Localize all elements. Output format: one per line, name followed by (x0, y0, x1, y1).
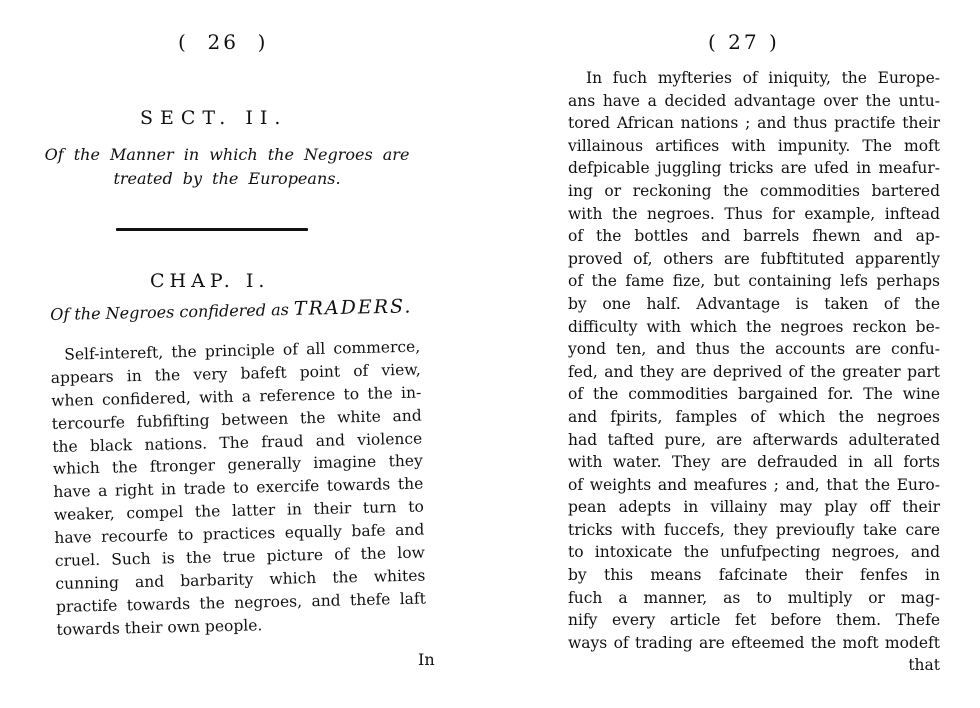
text-line: yond ten, and thus the accounts are confu- (568, 340, 940, 359)
text-line: and fpirits, famples of which the negroes (568, 407, 940, 426)
text-line: appears in the very bafeft point of view, (50, 360, 421, 387)
right-body-text (568, 67, 940, 677)
text-line: fuch a manner, as to multiply or mag- (568, 588, 940, 607)
text-line: practife towards the negroes, and thefe laft (55, 589, 427, 616)
catchword: that (908, 656, 940, 675)
page-number: ( 26 ) (178, 30, 269, 54)
text-line: tored African nations ; and thus practife their (568, 114, 940, 133)
chapter-heading: CHAP. I. (150, 270, 270, 292)
chapter-subtitle-caps: TRADERS. (293, 295, 413, 320)
right-page (490, 0, 980, 708)
text-line: by this means fafcinate their fenfes in (568, 566, 940, 585)
text-line: towards their own people. (56, 615, 263, 639)
text-line: fed, and they are deprived of the greater part (568, 362, 940, 381)
divider-rule (116, 228, 308, 231)
text-line: proved of, others are fubftituted apparently (568, 249, 940, 268)
text-line: have recourfe to practices equally bafe and (54, 520, 425, 548)
chapter-subtitle-text: Of the Negroes confidered as (50, 299, 295, 324)
text-line: tricks with fuccefs, they previoufly take care (568, 520, 940, 539)
text-line: when confidered, with a reference to the in- (51, 383, 422, 410)
section-heading: SECT. II. (140, 107, 288, 129)
catchword: In (418, 650, 435, 669)
text-line: have a right in trade to exercife towards the (53, 474, 424, 502)
text-line: Self-intereft, the principle of all commerce, (64, 337, 421, 364)
text-line: to intoxicate the unfufpecting negroes, and (568, 543, 940, 562)
page-number: ( 27 ) (708, 30, 780, 54)
text-line: cruel. Such is the true picture of the low (54, 543, 426, 570)
text-line: the black nations. The fraud and violence (52, 429, 423, 456)
text-line: by one half. Advantage is taken of the (568, 294, 940, 313)
text-line: of the bottles and barrels fhewn and ap- (568, 227, 940, 246)
text-line: pean adepts in villainy may play off their (568, 498, 940, 517)
section-subtitle: Of the Manner in which the Negroes are treated by the Europeans. (44, 145, 410, 188)
text-line: weaker, compel the latter in their turn to (53, 497, 424, 525)
text-line: of the commodities bargained for. The wine (568, 385, 940, 404)
text-line: defpicable juggling tricks are ufed in meafur- (568, 159, 940, 178)
text-line: with water. They are defrauded in all forts (568, 453, 940, 472)
text-line: ans have a decided advantage over the untu- (568, 91, 940, 110)
text-line: ing or reckoning the commodities bartered (568, 181, 940, 200)
text-line: difficulty with which the negroes reckon be- (568, 317, 940, 336)
text-line: had tafted pure, are afterwards adulterated (568, 430, 940, 449)
text-line: cunning and barbarity which the whites (55, 566, 426, 593)
text-line: with the negroes. Thus for example, inftead (568, 204, 940, 223)
text-line: tercourfe fubfifting between the white and (51, 406, 422, 433)
text-line: ways of trading are efteemed the moft modeft (568, 633, 940, 652)
chapter-subtitle (50, 294, 420, 327)
text-line: of weights and meafures ; and, that the Euro- (568, 475, 940, 494)
text-line: nify every article fet before them. Thefe (568, 611, 940, 630)
text-line: In fuch myfteries of iniquity, the Europe- (586, 69, 940, 87)
left-body-text (50, 336, 427, 642)
text-line: of the fame fize, but containing lefs perhaps (568, 272, 940, 291)
text-line: which the ftronger generally imagine they (52, 452, 423, 479)
text-line: villainous artifices with impunity. The moft (568, 136, 940, 155)
